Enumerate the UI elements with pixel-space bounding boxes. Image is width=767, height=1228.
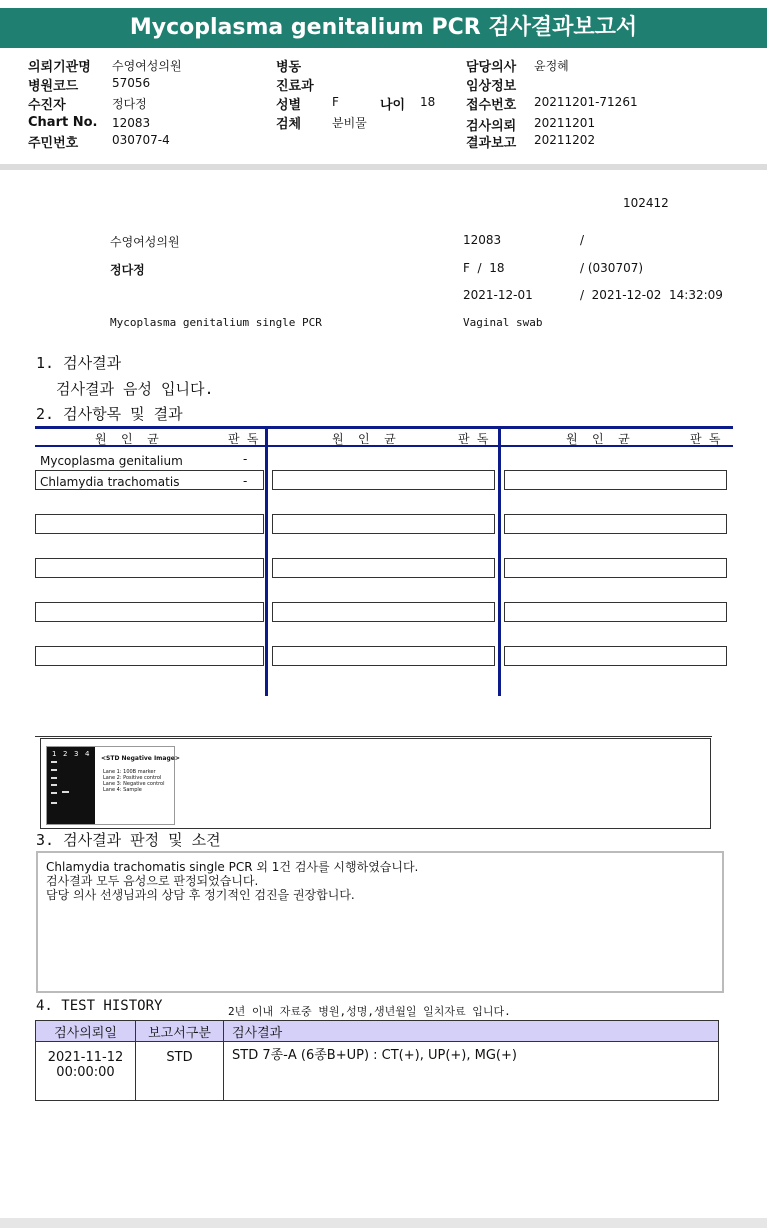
result-cell [504, 514, 727, 534]
history-date-cell [36, 1042, 136, 1101]
header-value: 20211201-71261 [534, 95, 638, 109]
test-name: Mycoplasma genitalium single PCR [110, 316, 322, 329]
header-value: 20211202 [534, 133, 596, 147]
footer-strip [0, 1218, 767, 1228]
history-time: 00:00:00 [56, 1065, 115, 1080]
header-label: 접수번호 [466, 98, 517, 113]
opinion-line: 담당 의사 선생님과의 상담 후 정기적인 검진을 권장합니다. [46, 888, 355, 902]
result-cell [35, 602, 264, 622]
history-date: 2021-11-12 [47, 1050, 124, 1065]
header-label: 주민번호 [28, 136, 79, 151]
header-value: 정다정 [112, 97, 147, 111]
clinic-name: 수영여성의원 [110, 235, 180, 249]
gel-image [46, 746, 180, 825]
header-value: 20211201 [534, 116, 596, 130]
gel-lanes [47, 747, 95, 824]
result-cell [35, 558, 264, 578]
patient-name: 정다정 [110, 263, 145, 277]
result-cell [35, 514, 264, 534]
col-header-judge: 판 독 [458, 432, 489, 446]
gel-title: <STD Negative Image> [101, 755, 180, 762]
gel-band [51, 761, 57, 763]
gel-band [51, 777, 57, 779]
result-judge: - [243, 452, 248, 466]
history-type: STD [136, 1042, 224, 1101]
section2-title: 2. 검사항목 및 결과 [36, 405, 183, 423]
table-top-line [35, 426, 733, 429]
gel-band [51, 784, 57, 786]
result-cell [35, 646, 264, 666]
header-label: 검사의뢰 [466, 119, 517, 134]
lane-number: 1 [52, 750, 57, 758]
header-value: 수영여성의원 [112, 59, 182, 73]
header-value: F [332, 95, 339, 109]
section4-title: 4. TEST HISTORY [36, 998, 163, 1014]
lane-number: 4 [85, 750, 90, 758]
result-cell [504, 602, 727, 622]
opinion-line: Chlamydia trachomatis single PCR 외 1건 검사를 시행하였습니다. [46, 860, 419, 874]
column-divider [498, 426, 501, 696]
history-header: 검사의뢰일 [36, 1021, 136, 1042]
history-table [35, 1020, 719, 1101]
result-cell [272, 602, 495, 622]
history-header-row [36, 1021, 719, 1042]
header-label: 수진자 [28, 98, 66, 113]
header-label: 병원코드 [28, 79, 79, 94]
sex-age: F / 18 [463, 261, 505, 275]
header-divider [0, 164, 767, 170]
col-header-pathogen: 원 인 균 [332, 432, 396, 446]
header-label: 나이 [380, 98, 406, 113]
chart-number: 12083 [463, 233, 502, 247]
header-label: 병동 [276, 60, 302, 75]
history-result: STD 7종-A (6종B+UP) : CT(+), UP(+), MG(+) [224, 1042, 719, 1101]
gel-legend: Lane 3: Negative control [103, 781, 165, 787]
section3-title: 3. 검사결과 판정 및 소견 [36, 831, 221, 849]
birth-date: / (030707) [580, 261, 644, 275]
result-cell [272, 470, 495, 490]
gel-band [51, 792, 57, 794]
result-cell [272, 558, 495, 578]
specimen: Vaginal swab [463, 316, 543, 329]
result-cell [504, 470, 727, 490]
gel-band [62, 791, 69, 793]
result-cell [504, 558, 727, 578]
result-cell [272, 646, 495, 666]
section1-title: 1. 검사결과 [36, 354, 122, 372]
header-value: 분비물 [332, 116, 367, 130]
gel-band [51, 802, 57, 804]
report-title: Mycoplasma genitalium PCR 검사결과보고서 [0, 8, 767, 48]
column-divider [265, 426, 268, 696]
header-label: 담당의사 [466, 60, 517, 75]
header-value: 18 [420, 95, 436, 109]
header-label: 진료과 [276, 79, 314, 94]
header-value: 12083 [112, 116, 151, 130]
col-header-pathogen: 원 인 균 [566, 432, 630, 446]
col-header-judge: 판 독 [690, 432, 721, 446]
history-header: 검사결과 [224, 1021, 719, 1042]
result-name: Chlamydia trachomatis [40, 475, 180, 489]
lane-number: 3 [74, 750, 79, 758]
result-cell [272, 514, 495, 534]
section1-text: 검사결과 음성 입니다. [56, 380, 214, 398]
header-value: 윤정혜 [534, 59, 569, 73]
result-name: Mycoplasma genitalium [40, 454, 183, 468]
col-header-pathogen: 원 인 균 [95, 432, 159, 446]
gel-legend: Lane 4: Sample [103, 787, 142, 793]
header-label: Chart No. [28, 115, 98, 130]
request-date: 2021-12-01 [463, 288, 533, 302]
report-datetime: / 2021-12-02 14:32:09 [580, 288, 723, 302]
gel-legend: Lane 1: 100B marker [103, 769, 156, 775]
gel-top-line [35, 736, 712, 737]
result-cell [504, 646, 727, 666]
result-judge: - [243, 474, 248, 488]
header-value: 57056 [112, 76, 151, 90]
separator: / [580, 233, 585, 247]
header-value: 030707-4 [112, 133, 170, 147]
opinion-line: 검사결과 모두 음성으로 판정되었습니다. [46, 874, 259, 888]
lane-number: 2 [63, 750, 68, 758]
table-row [36, 1042, 719, 1101]
col-header-judge: 판 독 [228, 432, 259, 446]
gel-legend: Lane 2: Positive control [103, 775, 162, 781]
gel-band [51, 769, 57, 771]
header-label: 의뢰기관명 [28, 60, 91, 75]
header-label: 결과보고 [466, 136, 517, 151]
header-label: 검체 [276, 117, 302, 132]
header-label: 임상정보 [466, 79, 517, 94]
history-note: 2년 이내 자료중 병원,성명,생년월일 일치자료 입니다. [228, 1005, 511, 1018]
history-header: 보고서구분 [136, 1021, 224, 1042]
report-code: 102412 [623, 196, 669, 210]
header-label: 성별 [276, 98, 302, 113]
